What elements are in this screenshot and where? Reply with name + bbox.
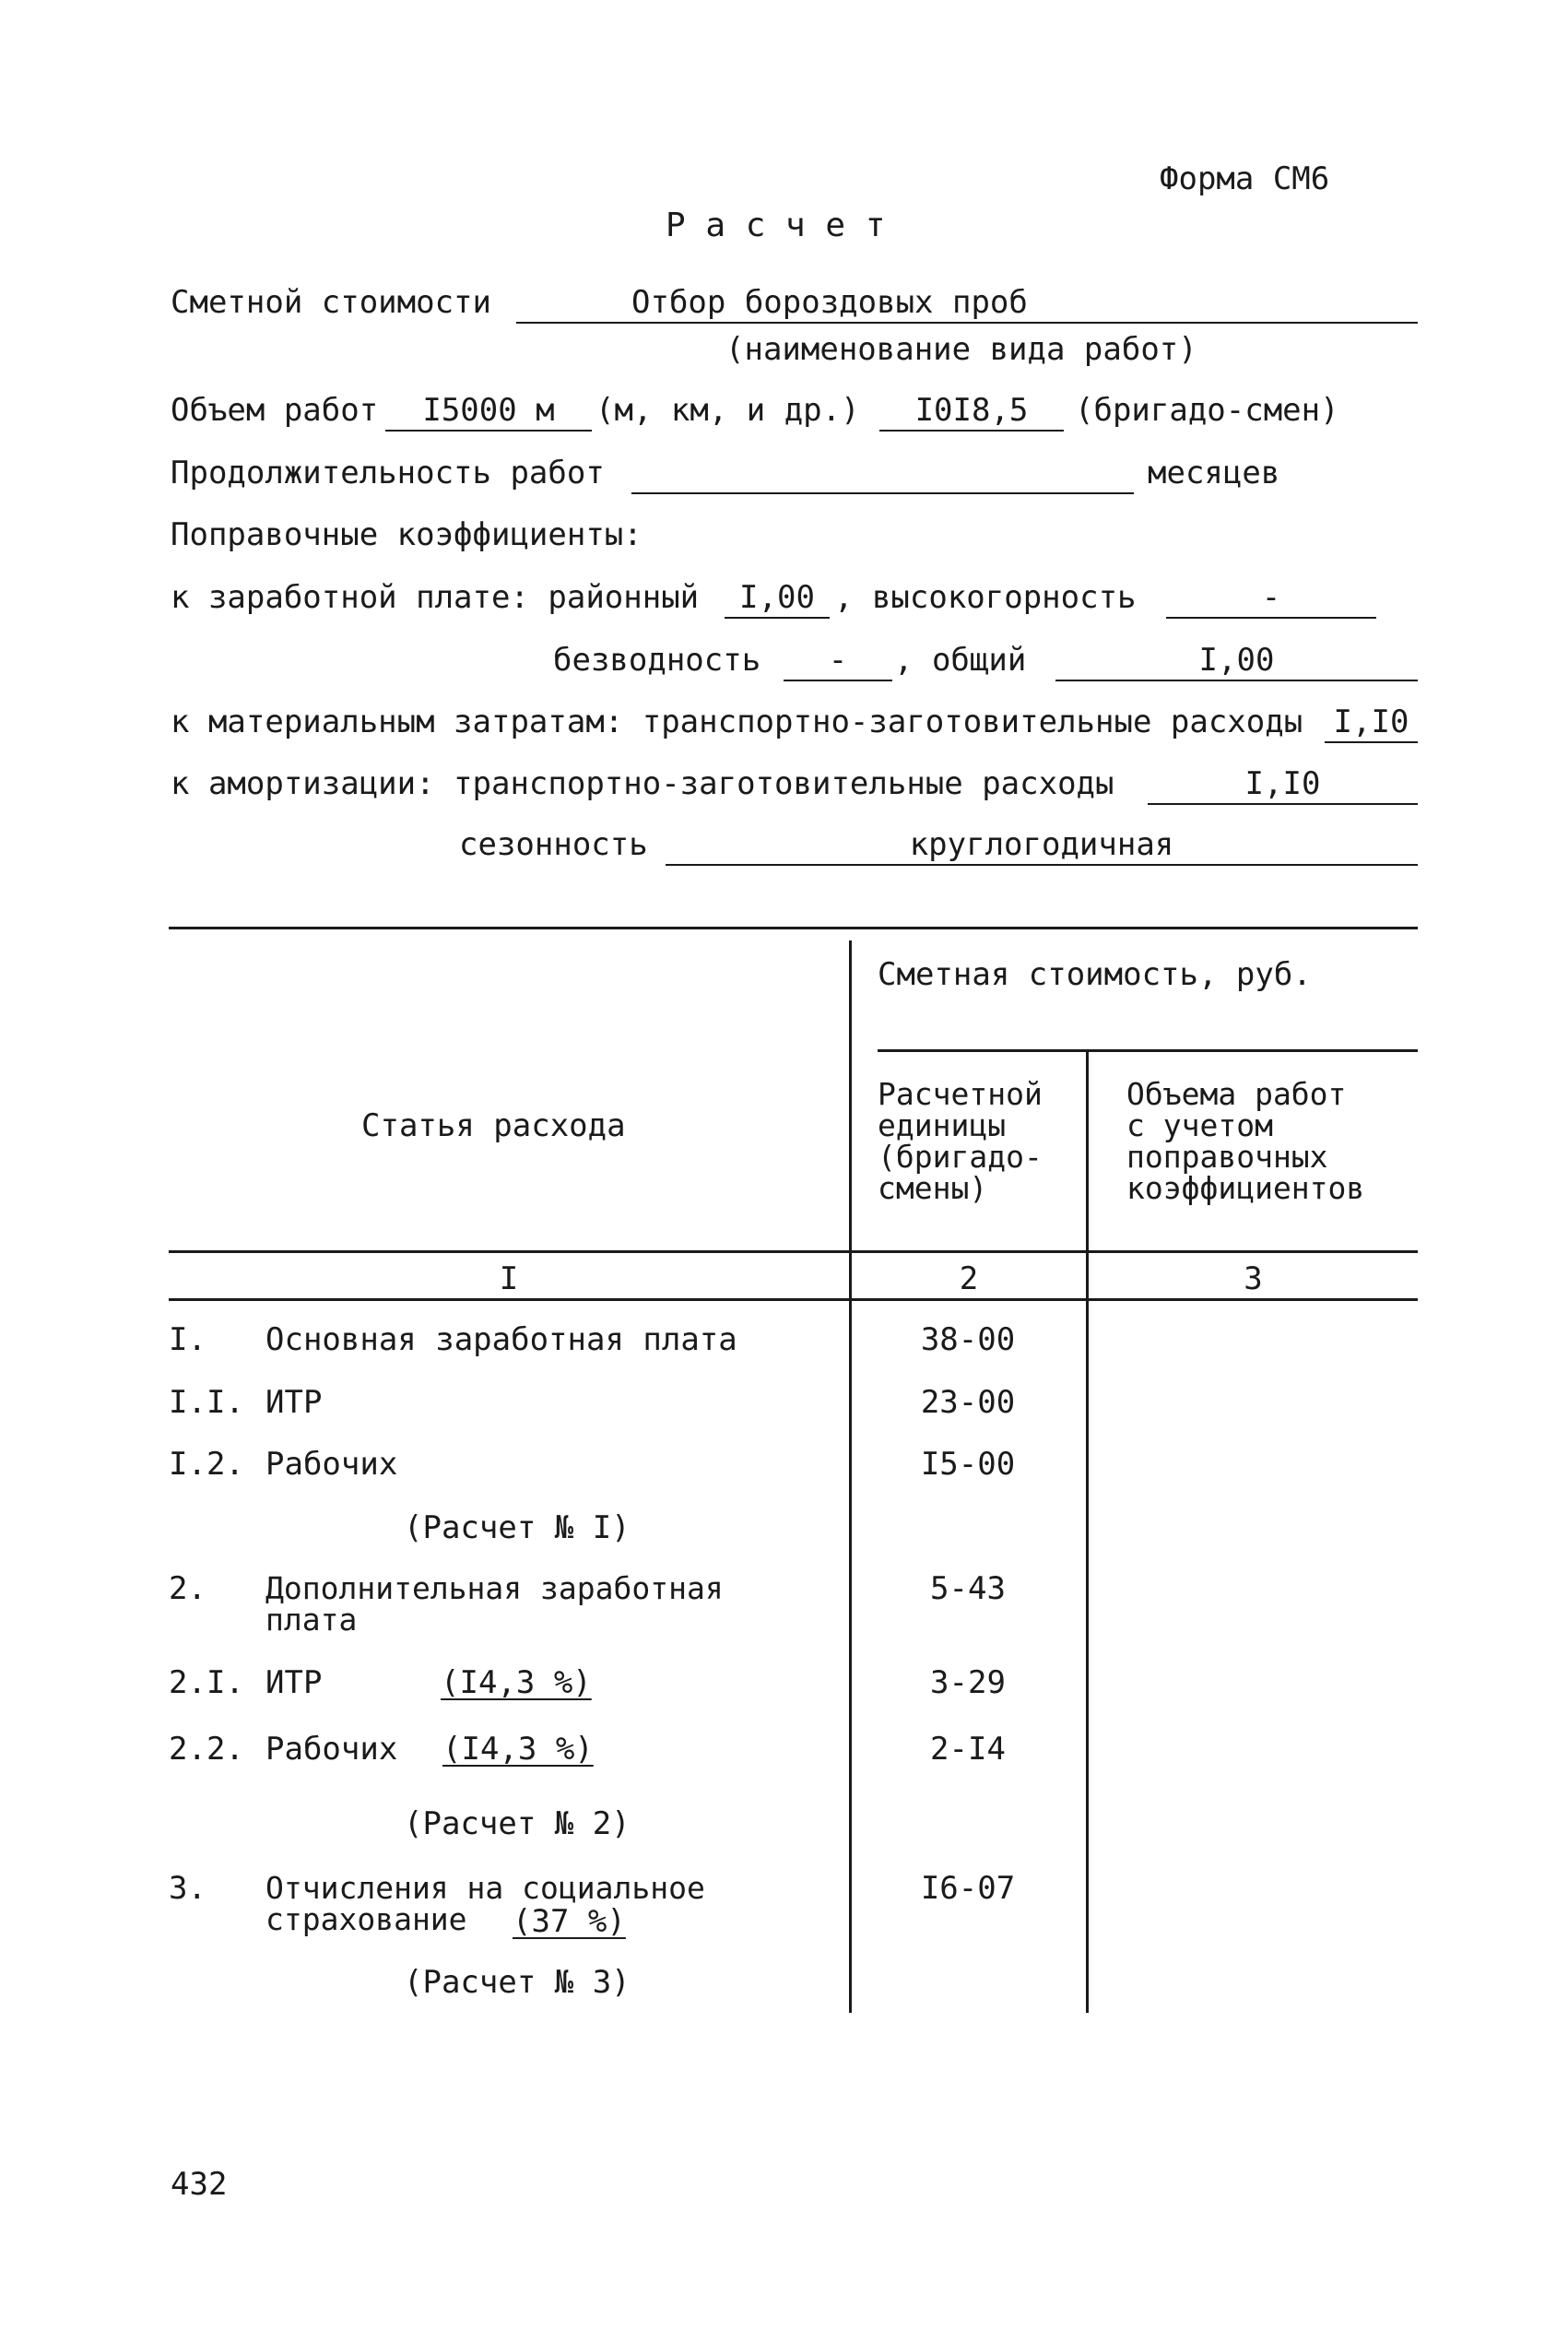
header-unit: Расчетной единицы (бригадо- смены) — [878, 1076, 1043, 1206]
coef-heading: Поправочные коэффициенты: — [171, 516, 643, 553]
row-3-name: Рабочих — [265, 1446, 398, 1483]
volume-value: I5000 м — [385, 395, 592, 432]
row-7-pct: (I4,3 %) — [442, 1731, 594, 1768]
row-7-value: 2-I4 — [930, 1731, 1006, 1768]
row-6-value: 3-29 — [930, 1664, 1006, 1701]
row-1-num: I. — [169, 1321, 206, 1358]
row-5-num: 2. — [169, 1570, 206, 1607]
row-7-num: 2.2. — [169, 1731, 244, 1768]
wage-waterless-value: - — [784, 645, 892, 681]
season-value: круглогодичная — [666, 829, 1418, 866]
shifts-value: I0I8,5 — [879, 395, 1064, 432]
row-6-pct: (I4,3 %) — [441, 1664, 592, 1701]
volume-label: Объем работ — [171, 392, 379, 429]
wage-highland-label: , высокогорность — [834, 579, 1137, 616]
table-header-subrule — [878, 1049, 1418, 1052]
materials-label: к материальным затратам: транспортно-заготовительные расходы — [171, 704, 1303, 740]
col-num-2: 2 — [959, 1260, 979, 1297]
season-label: сезонность — [459, 826, 648, 863]
row-1-name: Основная заработная плата — [265, 1321, 737, 1358]
amort-value: I,I0 — [1148, 768, 1418, 805]
row-9-value: I6-07 — [920, 1870, 1016, 1907]
volume-units: (м, км, и др.) — [595, 392, 860, 429]
cost-label: Сметной стоимости — [171, 284, 491, 321]
row-9-num: 3. — [169, 1870, 206, 1907]
row-3-num: I.2. — [169, 1446, 244, 1483]
row-10-name: (Расчет № 3) — [404, 1964, 631, 2001]
table-top-rule — [169, 927, 1418, 929]
col-num-1: I — [499, 1260, 519, 1297]
row-7-name: Рабочих — [265, 1731, 398, 1768]
row-6-num: 2.I. — [169, 1664, 244, 1701]
row-1-value: 38-00 — [920, 1321, 1016, 1358]
row-5-name: Дополнительная заработная плата — [265, 1570, 724, 1638]
wage-district-value: I,00 — [725, 582, 830, 619]
duration-unit: месяцев — [1148, 455, 1280, 491]
row-9-name: Отчисления на социальное страхование — [265, 1870, 705, 1937]
wage-label: к заработной плате: районный — [171, 579, 700, 616]
page-title: Р а с ч е т — [666, 207, 886, 244]
cost-hint: (наименование вида работ) — [725, 331, 1197, 368]
table-colnum-rule — [169, 1298, 1418, 1301]
header-cost: Сметная стоимость, руб. — [878, 956, 1312, 993]
form-label: Форма СМ6 — [1160, 160, 1330, 197]
duration-value — [631, 457, 1134, 494]
row-3-value: I5-00 — [920, 1446, 1016, 1483]
row-2-num: I.I. — [169, 1384, 244, 1421]
amort-label: к амортизации: транспортно-заготовительные расходы — [171, 765, 1114, 802]
page-number: 432 — [171, 2166, 228, 2203]
table-header-rule — [169, 1250, 1418, 1253]
row-6-name: ИТР — [265, 1664, 323, 1701]
wage-highland-value: - — [1166, 582, 1376, 619]
materials-value: I,I0 — [1325, 706, 1418, 743]
table-divider-2 — [1086, 1052, 1089, 2013]
header-item: Статья расхода — [361, 1107, 626, 1144]
wage-total-value: I,00 — [1055, 645, 1418, 681]
row-4-name: (Расчет № I) — [404, 1509, 631, 1546]
row-8-name: (Расчет № 2) — [404, 1805, 631, 1842]
wage-waterless-label: безводность — [553, 642, 761, 679]
col-num-3: 3 — [1244, 1260, 1263, 1297]
cost-value-line — [516, 284, 1418, 324]
shifts-label: (бригадо-смен) — [1075, 392, 1339, 429]
table-divider-1 — [849, 940, 852, 2013]
row-5-value: 5-43 — [930, 1570, 1006, 1607]
duration-label: Продолжительность работ — [171, 455, 605, 491]
wage-total-label: , общий — [894, 642, 1027, 679]
header-volume: Объема работ с учетом поправочных коэффициентов — [1126, 1076, 1365, 1206]
row-2-value: 23-00 — [920, 1384, 1016, 1421]
row-2-name: ИТР — [265, 1384, 323, 1421]
row-9-pct: (37 %) — [513, 1903, 626, 1940]
cost-value: Отбор бороздовых проб — [631, 284, 1028, 321]
